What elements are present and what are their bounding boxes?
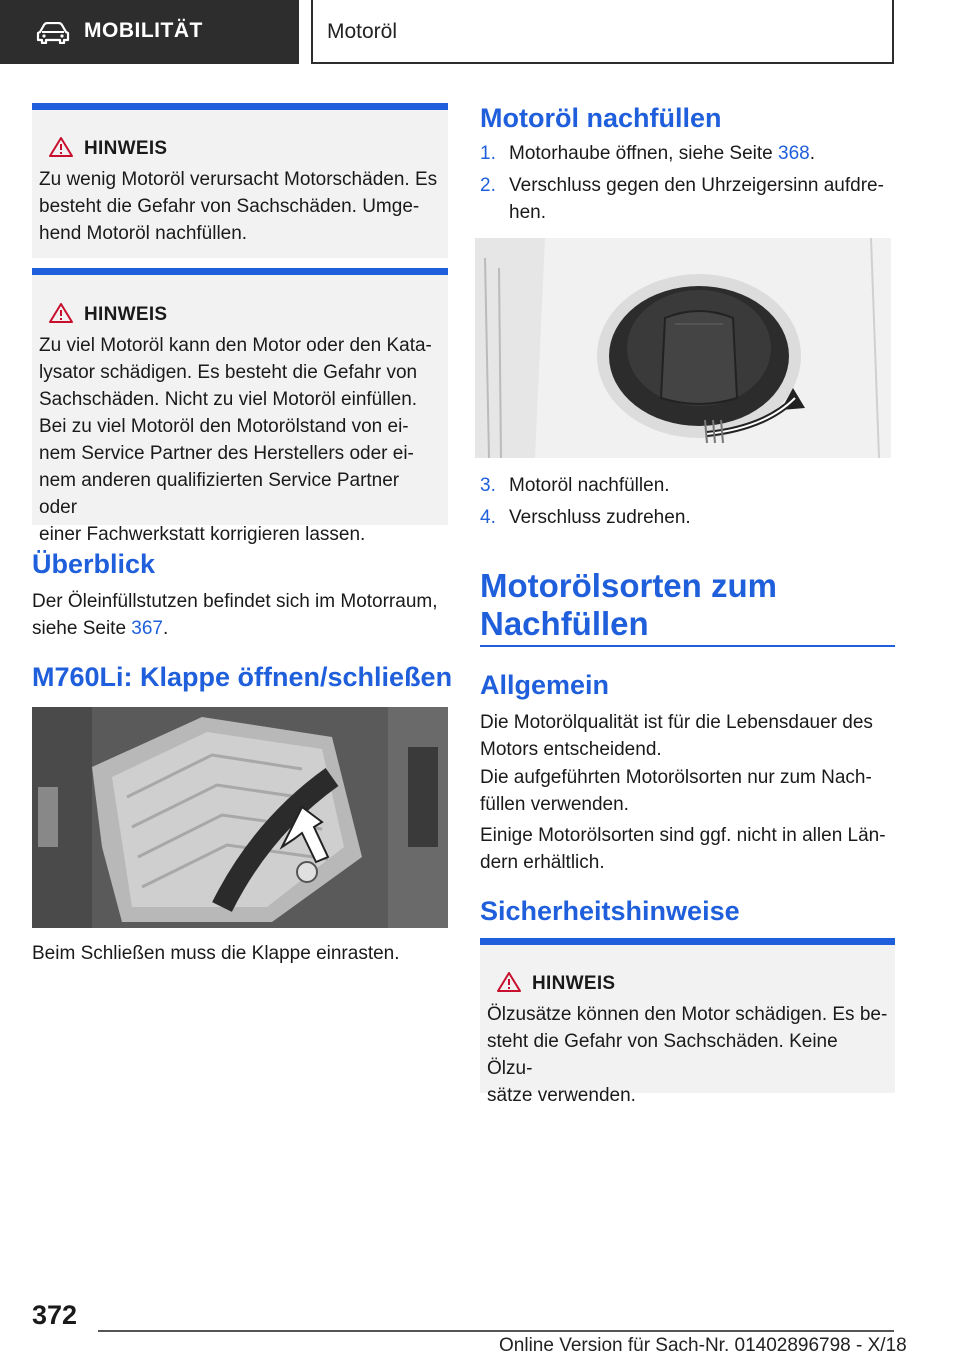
page-link-367[interactable]: 367: [131, 618, 163, 639]
hinweis-box-low-oil: [32, 103, 448, 258]
header-section-tab[interactable]: [0, 0, 299, 64]
note-text: Zu viel Motoröl kann den Motor oder den Kata- lysator schädigen. Es besteht die Gefahr von Sachschäden. Nicht zu viel Motoröl einfüllen. Bei zu viel Motoröl den Motorölstand von ei- nem Service Partner des Herstellers oder ei- nem anderen qualifizierten Service Partner oder einer Fachwerkstatt korrigieren lassen.: [39, 335, 432, 545]
general-para3: Einige Motorölsorten sind ggf. nicht in allen Län- dern erhältlich.: [480, 825, 886, 873]
footer-divider: [98, 1330, 894, 1332]
heading-line2: Nachfüllen: [480, 605, 649, 642]
heading-allgemein: Allgemein: [480, 670, 610, 700]
heading-line1: Motorölsorten zum: [480, 567, 777, 604]
overview-text: [32, 588, 452, 642]
note-title: HINWEIS: [84, 138, 168, 159]
step-text-main: Motorhaube öffnen, siehe Seite: [509, 143, 779, 164]
step-text: Motoröl nachfüllen.: [509, 475, 670, 496]
note-text: Ölzusätze können den Motor schädigen. Es be- steht die Gefahr von Sachschäden. Keine Ölzu- sätze verwenden.: [487, 1004, 888, 1106]
heading-ueberblick: Überblick: [32, 549, 156, 579]
heading-m760li-klappe: M760Li: Klappe öffnen/schließen: [32, 662, 453, 692]
footer-version-text: Online Version für Sach-Nr. 01402896798 - X/18: [499, 1335, 907, 1356]
section-divider: [480, 645, 895, 647]
period: .: [163, 618, 169, 639]
step-tail: .: [809, 143, 815, 164]
heading-sicherheitshinweise: Sicherheitshinweise: [480, 896, 740, 926]
heading-motoroel-nachfuellen: Motoröl nachfüllen: [480, 103, 722, 133]
caption-klappe: Beim Schließen muss die Klappe einrasten.: [32, 943, 400, 964]
warning-icon: [496, 971, 522, 998]
topic-header: [311, 0, 894, 64]
warning-icon: [48, 136, 74, 163]
overview-text-line2: siehe Seite: [32, 618, 132, 639]
step-number: 1.: [480, 143, 496, 164]
step-text: [509, 140, 815, 167]
general-para2: Die aufgeführten Motorölsorten nur zum Nach- füllen verwenden.: [480, 767, 872, 815]
hinweis-box-too-much-oil: [32, 268, 448, 545]
note-title: HINWEIS: [84, 304, 168, 325]
heading-motoroelsorten: [480, 567, 777, 643]
step-number: 2.: [480, 175, 496, 196]
step-number: 3.: [480, 475, 496, 496]
overview-text-line1: Der Öleinfüllstutzen befindet sich im Motorraum,: [32, 591, 438, 612]
car-icon: [36, 22, 70, 49]
page-link-368[interactable]: 368: [778, 143, 810, 164]
engine-bay-photo: [32, 707, 448, 928]
note-title: HINWEIS: [532, 973, 616, 994]
warning-icon: [48, 302, 74, 329]
step-text: Verschluss zudrehen.: [509, 507, 691, 528]
oil-cap-photo: [475, 238, 891, 458]
page-number: 372: [32, 1300, 78, 1330]
section-label: MOBILITÄT: [84, 19, 203, 42]
note-text: Zu wenig Motoröl verursacht Motorschäden. Es besteht die Gefahr von Sachschäden. Umge- hend Motoröl nachfüllen.: [39, 169, 438, 244]
general-para1: Die Motorölqualität ist für die Lebensdauer des Motors entscheidend.: [480, 712, 873, 760]
hinweis-box-oil-additives: [480, 938, 895, 1106]
topic-title: Motoröl: [327, 20, 398, 43]
step-number: 4.: [480, 507, 496, 528]
step-text: Verschluss gegen den Uhrzeigersinn aufdre- hen.: [509, 175, 884, 223]
